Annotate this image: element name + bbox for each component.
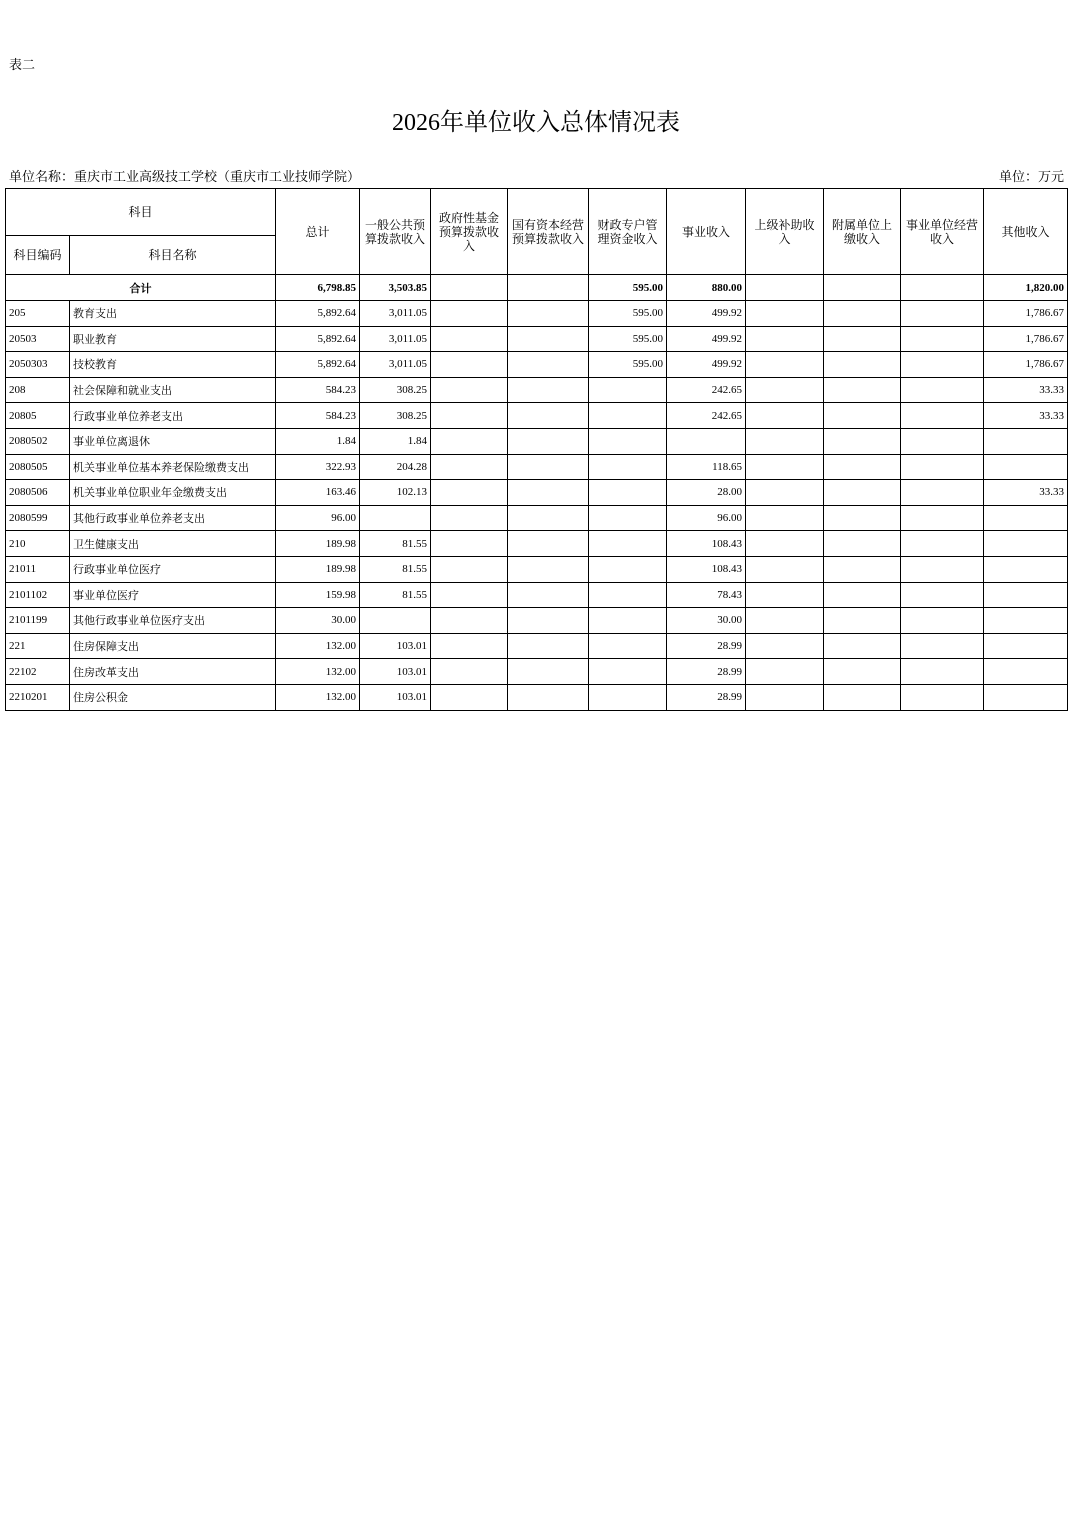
amount-cell: [431, 403, 508, 429]
table-number: 表二: [9, 57, 36, 72]
amount-cell: 204.28: [360, 454, 431, 480]
amount-cell: [589, 582, 667, 608]
subject-name-cell: 技校教育: [70, 352, 276, 378]
amount-cell: [901, 684, 984, 710]
amount-cell: 28.99: [667, 684, 746, 710]
amount-cell: [589, 454, 667, 480]
amount-cell: 308.25: [360, 403, 431, 429]
page-title: 2026年单位收入总体情况表: [392, 110, 680, 136]
table-row: [6, 480, 1068, 506]
subject-name-cell: 教育支出: [70, 301, 276, 327]
amount-cell: [589, 659, 667, 685]
amount-cell: [901, 454, 984, 480]
amount-cell: 118.65: [667, 454, 746, 480]
amount-cell: [746, 480, 824, 506]
subject-code-cell: 2080506: [6, 480, 70, 506]
table-row: [6, 531, 1068, 557]
amount-cell: 30.00: [667, 608, 746, 634]
total-cell: [824, 275, 901, 301]
amount-cell: [824, 352, 901, 378]
header-total: 总计: [276, 189, 360, 275]
total-cell: [901, 275, 984, 301]
total-cell: 3,503.85: [360, 275, 431, 301]
amount-cell: 1,786.67: [984, 301, 1068, 327]
amount-cell: [824, 556, 901, 582]
amount-cell: [589, 608, 667, 634]
amount-cell: 584.23: [276, 377, 360, 403]
subject-code-cell: 2080505: [6, 454, 70, 480]
amount-cell: [984, 659, 1068, 685]
header-superior-subsidy: 上级补助收入: [746, 189, 824, 275]
subject-name-cell: 社会保障和就业支出: [70, 377, 276, 403]
subject-code-cell: 2210201: [6, 684, 70, 710]
amount-cell: 595.00: [589, 301, 667, 327]
amount-cell: [589, 633, 667, 659]
amount-cell: [746, 556, 824, 582]
table-row: [6, 428, 1068, 454]
amount-cell: 3,011.05: [360, 352, 431, 378]
amount-cell: [824, 301, 901, 327]
amount-cell: [508, 608, 589, 634]
amount-cell: [824, 377, 901, 403]
amount-cell: [431, 428, 508, 454]
amount-cell: [984, 582, 1068, 608]
amount-cell: [901, 428, 984, 454]
amount-cell: 103.01: [360, 633, 431, 659]
amount-cell: [824, 582, 901, 608]
amount-cell: [589, 403, 667, 429]
total-row: [6, 275, 1068, 301]
amount-cell: 189.98: [276, 531, 360, 557]
amount-cell: [746, 582, 824, 608]
subject-name-cell: 行政事业单位养老支出: [70, 403, 276, 429]
amount-cell: [431, 633, 508, 659]
amount-cell: [984, 633, 1068, 659]
amount-cell: [824, 480, 901, 506]
amount-cell: 28.99: [667, 633, 746, 659]
amount-cell: [824, 403, 901, 429]
amount-cell: 1,786.67: [984, 352, 1068, 378]
amount-cell: [508, 480, 589, 506]
subject-code-cell: 210: [6, 531, 70, 557]
header-special-fund: 财政专户管理资金收入: [589, 189, 667, 275]
amount-cell: [589, 684, 667, 710]
amount-cell: [901, 633, 984, 659]
amount-cell: [746, 505, 824, 531]
subject-code-cell: 22102: [6, 659, 70, 685]
subject-name-cell: 职业教育: [70, 326, 276, 352]
subject-code-cell: 2101102: [6, 582, 70, 608]
amount-cell: [901, 608, 984, 634]
subject-code-cell: 208: [6, 377, 70, 403]
amount-cell: [508, 377, 589, 403]
amount-cell: 3,011.05: [360, 326, 431, 352]
table-row: [6, 659, 1068, 685]
amount-cell: [589, 377, 667, 403]
amount-cell: 81.55: [360, 531, 431, 557]
amount-cell: 242.65: [667, 377, 746, 403]
amount-cell: [508, 505, 589, 531]
amount-cell: [984, 684, 1068, 710]
subject-name-cell: 机关事业单位基本养老保险缴费支出: [70, 454, 276, 480]
amount-cell: 499.92: [667, 326, 746, 352]
amount-cell: [589, 428, 667, 454]
amount-cell: 308.25: [360, 377, 431, 403]
header-subject-code: 科目编码: [6, 236, 70, 275]
subject-name-cell: 住房改革支出: [70, 659, 276, 685]
amount-cell: [431, 377, 508, 403]
table-row: [6, 633, 1068, 659]
amount-cell: [824, 428, 901, 454]
amount-cell: [360, 608, 431, 634]
amount-cell: 1.84: [360, 428, 431, 454]
amount-cell: [508, 633, 589, 659]
subject-code-cell: 21011: [6, 556, 70, 582]
amount-cell: [431, 582, 508, 608]
subject-code-cell: 2080599: [6, 505, 70, 531]
subject-name-cell: 住房公积金: [70, 684, 276, 710]
amount-cell: [431, 531, 508, 557]
amount-cell: [901, 480, 984, 506]
amount-cell: 3,011.05: [360, 301, 431, 327]
subject-name-cell: 其他行政事业单位医疗支出: [70, 608, 276, 634]
amount-cell: [589, 556, 667, 582]
amount-cell: [508, 301, 589, 327]
header-subject: 科目: [6, 189, 276, 236]
amount-cell: 96.00: [667, 505, 746, 531]
header-business-income: 事业收入: [667, 189, 746, 275]
amount-cell: [431, 301, 508, 327]
amount-cell: [824, 326, 901, 352]
table-row: [6, 582, 1068, 608]
amount-cell: [667, 428, 746, 454]
amount-cell: [746, 531, 824, 557]
subject-code-cell: 205: [6, 301, 70, 327]
table-row: [6, 326, 1068, 352]
table-row: [6, 377, 1068, 403]
header-general-budget: 一般公共预算拨款收入: [360, 189, 431, 275]
amount-cell: [431, 684, 508, 710]
amount-cell: [984, 428, 1068, 454]
amount-cell: [824, 633, 901, 659]
amount-cell: [824, 684, 901, 710]
amount-cell: 103.01: [360, 659, 431, 685]
table-row: [6, 403, 1068, 429]
unit-name: 单位名称：重庆市工业高级技工学校（重庆市工业技师学院）: [9, 169, 361, 184]
amount-cell: [589, 505, 667, 531]
amount-cell: [431, 556, 508, 582]
amount-cell: 81.55: [360, 556, 431, 582]
total-cell: 880.00: [667, 275, 746, 301]
subject-name-cell: 行政事业单位医疗: [70, 556, 276, 582]
amount-cell: 242.65: [667, 403, 746, 429]
subject-name-cell: 其他行政事业单位养老支出: [70, 505, 276, 531]
unit-label: 单位：万元: [998, 169, 1064, 184]
amount-cell: [824, 659, 901, 685]
amount-cell: 33.33: [984, 480, 1068, 506]
amount-cell: 499.92: [667, 301, 746, 327]
header-state-capital: 国有资本经营预算拨款收入: [508, 189, 589, 275]
header-affiliated-unit: 附属单位上缴收入: [824, 189, 901, 275]
header-gov-fund: 政府性基金预算拨款收入: [431, 189, 508, 275]
amount-cell: 96.00: [276, 505, 360, 531]
amount-cell: 5,892.64: [276, 301, 360, 327]
amount-cell: 33.33: [984, 403, 1068, 429]
amount-cell: [984, 454, 1068, 480]
amount-cell: [746, 326, 824, 352]
amount-cell: 81.55: [360, 582, 431, 608]
amount-cell: [360, 505, 431, 531]
amount-cell: [431, 659, 508, 685]
total-cell: [431, 275, 508, 301]
amount-cell: 132.00: [276, 633, 360, 659]
amount-cell: 1,786.67: [984, 326, 1068, 352]
total-cell: 1,820.00: [984, 275, 1068, 301]
amount-cell: [508, 403, 589, 429]
amount-cell: [508, 428, 589, 454]
subject-code-cell: 2050303: [6, 352, 70, 378]
amount-cell: [508, 684, 589, 710]
amount-cell: [901, 326, 984, 352]
amount-cell: [901, 403, 984, 429]
amount-cell: 103.01: [360, 684, 431, 710]
amount-cell: [901, 352, 984, 378]
amount-cell: [431, 326, 508, 352]
subject-code-cell: 20805: [6, 403, 70, 429]
amount-cell: [746, 403, 824, 429]
amount-cell: [508, 352, 589, 378]
subject-name-cell: 事业单位离退休: [70, 428, 276, 454]
table-row: [6, 505, 1068, 531]
amount-cell: 30.00: [276, 608, 360, 634]
table-row: [6, 454, 1068, 480]
amount-cell: 102.13: [360, 480, 431, 506]
amount-cell: [746, 428, 824, 454]
amount-cell: 28.99: [667, 659, 746, 685]
total-cell: 595.00: [589, 275, 667, 301]
amount-cell: [508, 659, 589, 685]
amount-cell: 595.00: [589, 326, 667, 352]
subject-code-cell: 2080502: [6, 428, 70, 454]
amount-cell: [508, 454, 589, 480]
subject-code-cell: 20503: [6, 326, 70, 352]
table-row: [6, 556, 1068, 582]
amount-cell: [508, 531, 589, 557]
amount-cell: 5,892.64: [276, 352, 360, 378]
amount-cell: 189.98: [276, 556, 360, 582]
table-row: [6, 301, 1068, 327]
amount-cell: [431, 454, 508, 480]
amount-cell: [431, 505, 508, 531]
amount-cell: 132.00: [276, 659, 360, 685]
amount-cell: [746, 608, 824, 634]
amount-cell: [901, 531, 984, 557]
amount-cell: 595.00: [589, 352, 667, 378]
amount-cell: 108.43: [667, 531, 746, 557]
amount-cell: [746, 454, 824, 480]
amount-cell: [984, 505, 1068, 531]
amount-cell: [746, 659, 824, 685]
total-label: 合计: [6, 275, 276, 301]
table-row: [6, 608, 1068, 634]
table-row: [6, 684, 1068, 710]
amount-cell: [984, 531, 1068, 557]
amount-cell: [746, 301, 824, 327]
amount-cell: [508, 326, 589, 352]
amount-cell: [746, 352, 824, 378]
header-other-income: 其他收入: [984, 189, 1068, 275]
amount-cell: [431, 608, 508, 634]
table-row: [6, 352, 1068, 378]
income-table: [5, 188, 1068, 711]
amount-cell: [746, 684, 824, 710]
header-operation-income: 事业单位经营收入: [901, 189, 984, 275]
header-subject-name: 科目名称: [70, 236, 276, 275]
amount-cell: 1.84: [276, 428, 360, 454]
total-cell: [746, 275, 824, 301]
amount-cell: [431, 352, 508, 378]
amount-cell: [824, 454, 901, 480]
amount-cell: [824, 531, 901, 557]
amount-cell: [984, 608, 1068, 634]
amount-cell: [431, 480, 508, 506]
amount-cell: 584.23: [276, 403, 360, 429]
subject-name-cell: 机关事业单位职业年金缴费支出: [70, 480, 276, 506]
amount-cell: [901, 659, 984, 685]
amount-cell: [824, 608, 901, 634]
subject-name-cell: 事业单位医疗: [70, 582, 276, 608]
amount-cell: 163.46: [276, 480, 360, 506]
amount-cell: 108.43: [667, 556, 746, 582]
subject-name-cell: 卫生健康支出: [70, 531, 276, 557]
amount-cell: [508, 582, 589, 608]
amount-cell: [746, 633, 824, 659]
amount-cell: 499.92: [667, 352, 746, 378]
amount-cell: [746, 377, 824, 403]
amount-cell: [984, 556, 1068, 582]
amount-cell: 132.00: [276, 684, 360, 710]
amount-cell: 322.93: [276, 454, 360, 480]
amount-cell: [589, 531, 667, 557]
amount-cell: [508, 556, 589, 582]
total-cell: [508, 275, 589, 301]
amount-cell: [901, 556, 984, 582]
amount-cell: [901, 377, 984, 403]
subject-code-cell: 221: [6, 633, 70, 659]
amount-cell: [901, 582, 984, 608]
total-cell: 6,798.85: [276, 275, 360, 301]
amount-cell: 28.00: [667, 480, 746, 506]
amount-cell: [824, 505, 901, 531]
subject-code-cell: 2101199: [6, 608, 70, 634]
amount-cell: 5,892.64: [276, 326, 360, 352]
amount-cell: 78.43: [667, 582, 746, 608]
amount-cell: 159.98: [276, 582, 360, 608]
amount-cell: [589, 480, 667, 506]
subject-name-cell: 住房保障支出: [70, 633, 276, 659]
amount-cell: [901, 301, 984, 327]
amount-cell: [901, 505, 984, 531]
amount-cell: 33.33: [984, 377, 1068, 403]
